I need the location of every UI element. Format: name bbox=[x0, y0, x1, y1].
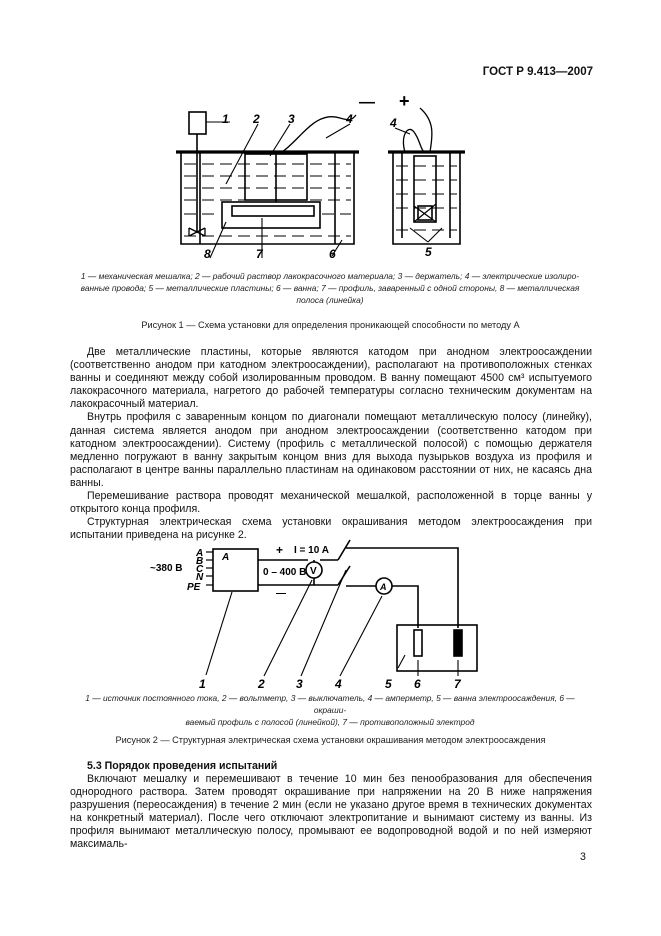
phase-b: B bbox=[196, 556, 204, 567]
fig1-label-4a: 4 bbox=[346, 112, 353, 126]
figure-1-caption: Рисунок 1 — Схема установки для определения проникающей способности по методу А bbox=[141, 320, 520, 330]
paragraph: Структурная электрическая схема установки окрашивания методом электроосаждения при испытании приведена на рисунке 2. bbox=[70, 516, 592, 542]
fig2-label-5: 5 bbox=[385, 677, 392, 691]
switch-top bbox=[338, 540, 350, 560]
phase-pe: PE bbox=[187, 582, 201, 593]
dc-source-block bbox=[213, 549, 258, 591]
section-heading: 5.3 Порядок проведения испытаний bbox=[87, 760, 278, 772]
polarity-minus: — bbox=[359, 94, 375, 111]
figure-1-legend-line-1: 1 — механическая мешалка; 2 — рабочий раствор лакокрасочного материала; 3 — держатель; 4 — электрические изолиро- bbox=[80, 271, 580, 281]
paragraph: Перемешивание раствора проводят механической мешалкой, расположенной в торце ванны у открытого конца профиля. bbox=[70, 490, 592, 516]
body-text-b bbox=[70, 773, 592, 852]
paragraph: Включают мешалку и перемешивают в течение 10 мин без пенообразования для обеспечения однородного раствора. Затем проводят окрашивание при напряжении на 20 В ниже напряжения разрушения (переосаждения) в течение 2 мин (если не указано другое время в технических документах на конкретный материал). После чего отключают электропитание и вынимают систему из ванны. Из профиля вынимают металлическую полосу, промывают ее водопроводной водой и по ней измеряют максималь- bbox=[70, 773, 592, 851]
coated-profile bbox=[414, 630, 422, 656]
paragraph: Две металлические пластины, которые являются катодом при анодном электроосаждении (соответственно анодом при катодном электроосаждении), располагают на противоположных стенках ванны и соединяют между собой изолированным проводом. В ванну помещают 4500 см³ испытуемого лакокрасочного материала, нагретого до рабочей температуры согласно техническим документам на лакокрасочный материал. bbox=[70, 346, 592, 411]
fig1-label-6: 6 bbox=[329, 247, 336, 261]
fig2-label-1: 1 bbox=[199, 677, 206, 691]
fig2-label-7: 7 bbox=[454, 677, 461, 691]
phase-a: A bbox=[196, 548, 204, 559]
standard-number: ГОСТ Р 9.413—2007 bbox=[482, 66, 593, 78]
supply-voltage: ~380 В bbox=[150, 563, 183, 574]
minus-terminal: — bbox=[276, 588, 286, 599]
figure-1-legend-line-2: ванные провода; 5 — металлические пластины; 6 — ванна; 7 — профиль, заваренный с одной стороны, 8 — металлическая bbox=[80, 283, 580, 293]
phase-c: C bbox=[196, 564, 204, 575]
counter-electrode bbox=[454, 630, 462, 656]
fig1-label-8: 8 bbox=[204, 247, 211, 261]
figure-2-legend-line-2: ваемый профиль с полосой (линейкой), 7 — противоположный электрод bbox=[185, 717, 475, 727]
fig2-label-6: 6 bbox=[414, 677, 421, 691]
fig1-label-1: 1 bbox=[222, 112, 229, 126]
polarity-plus: + bbox=[399, 91, 410, 111]
fig2-label-4: 4 bbox=[335, 677, 342, 691]
voltmeter-symbol: V bbox=[310, 566, 317, 577]
electrodeposition-bath bbox=[397, 625, 477, 671]
fig2-label-2: 2 bbox=[258, 677, 265, 691]
fig2-label-3: 3 bbox=[296, 677, 303, 691]
fig1-label-7: 7 bbox=[256, 247, 263, 261]
figure-2-caption: Рисунок 2 — Структурная электрическая схема установки окрашивания методом электроосаждения bbox=[115, 735, 546, 745]
page-number: 3 bbox=[580, 851, 586, 863]
block-a-label: A bbox=[222, 552, 230, 563]
voltage-range: 0 – 400 В bbox=[263, 567, 307, 578]
current-rating: I = 10 A bbox=[294, 545, 329, 556]
fig1-label-2: 2 bbox=[253, 112, 260, 126]
fig1-label-3: 3 bbox=[288, 112, 295, 126]
figure-1-legend-line-3: полоса (линейка) bbox=[296, 295, 364, 305]
figure-2-legend-line-1: 1 — источник постоянного тока, 2 — вольтметр, 3 — выключатель, 4 — амперметр, 5 — ванна электроосаждения, 6 — окраши- bbox=[85, 693, 575, 715]
paragraph: Внутрь профиля с заваренным концом по диагонали помещают металлическую полосу (линейку), данная система является анодом при анодном электроосаждении (соответственно катодом при катодном электроосаждении). Систему (профиль с металлической полосой) с помощью держателя медленно погружают в ванну закрытым концом вниз для выхода пузырьков воздуха из профиля и располагают в центре ванны параллельно пластинам на одинаковом расстоянии от них, не касаясь дна ванны. bbox=[70, 411, 592, 489]
phase-n: N bbox=[196, 572, 204, 583]
ammeter-symbol: A bbox=[380, 582, 387, 592]
fig1-label-4b: 4 bbox=[390, 116, 397, 130]
fig1-label-5: 5 bbox=[425, 245, 432, 259]
plus-terminal: + bbox=[276, 543, 284, 557]
figure-2-legend bbox=[70, 692, 590, 728]
